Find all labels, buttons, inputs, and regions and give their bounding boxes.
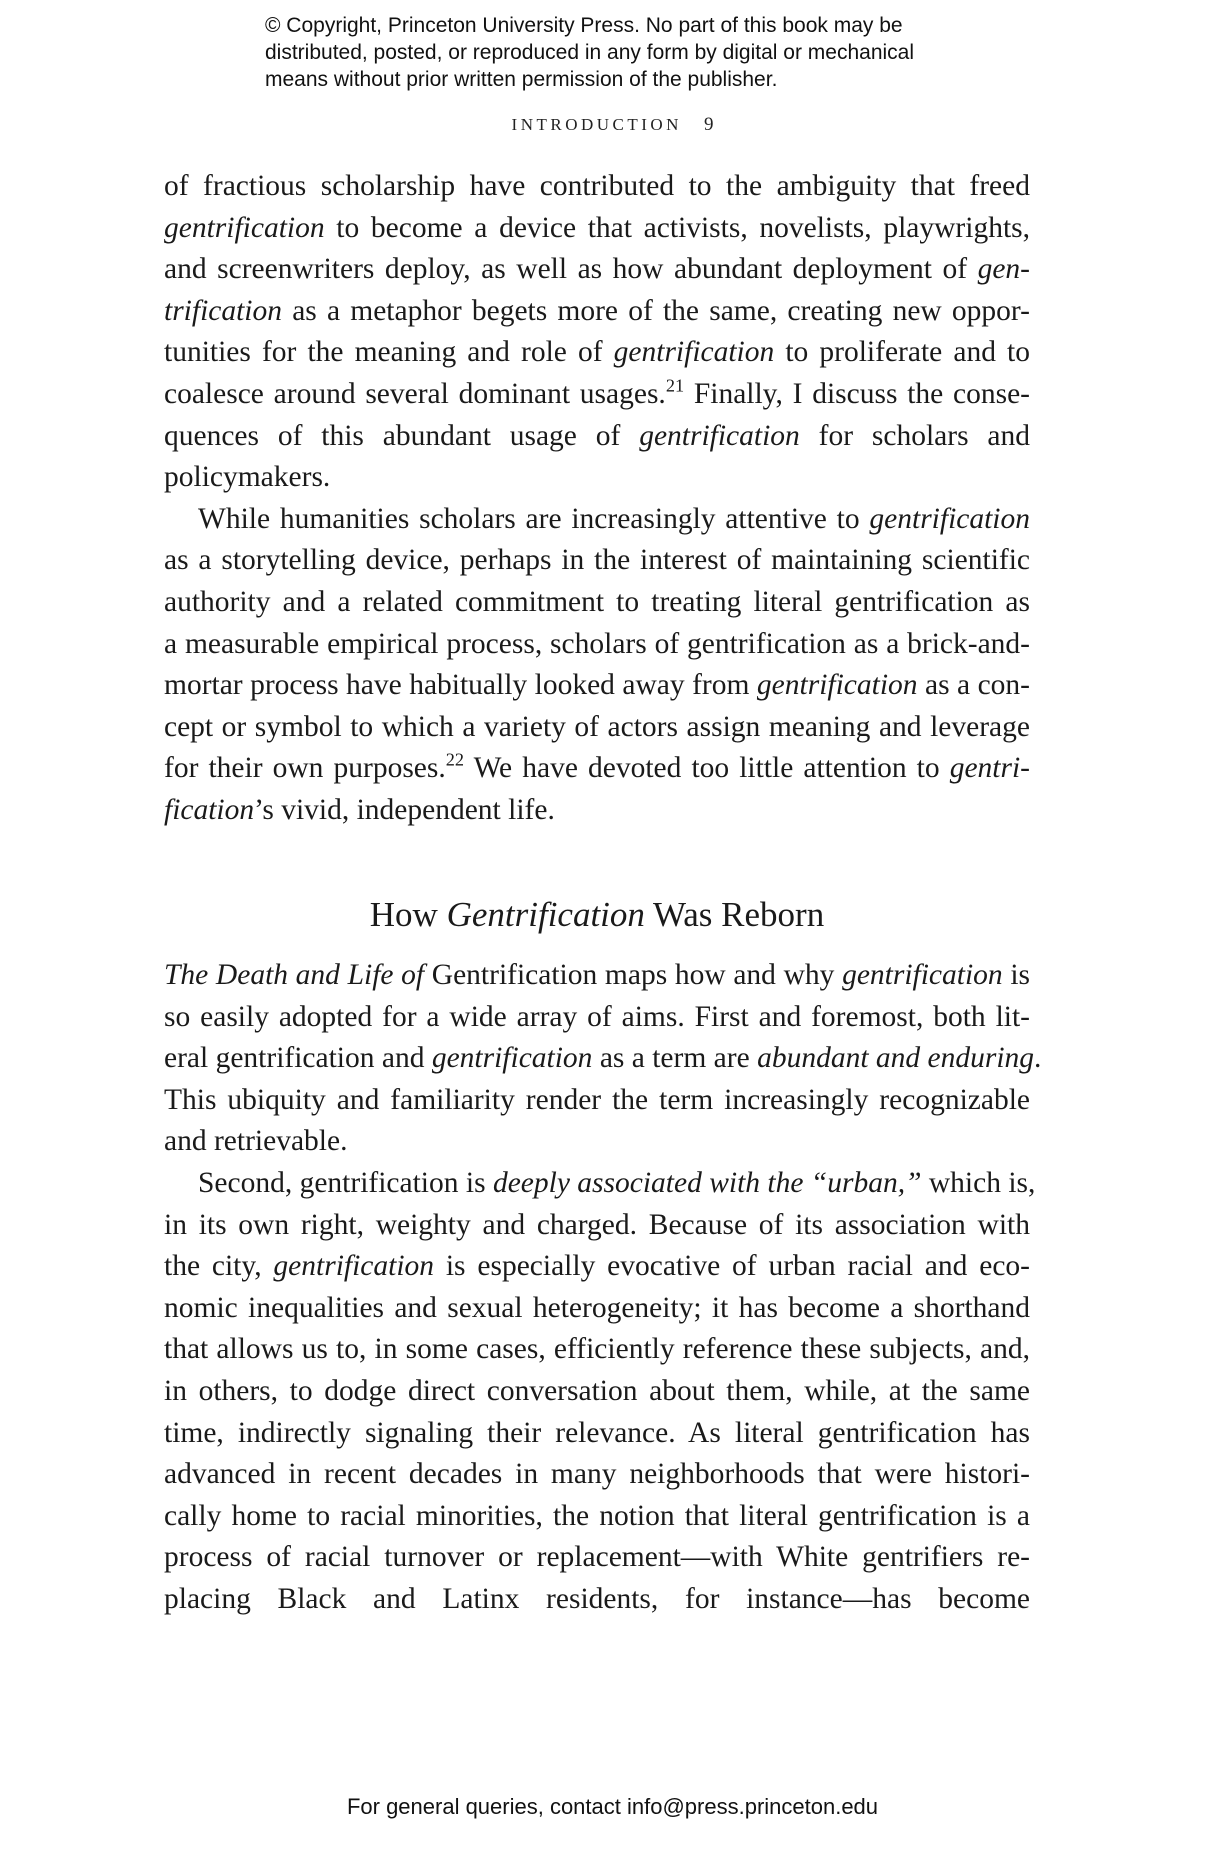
text-run: mortar process have habitually looked away from [164, 669, 757, 702]
text-run: . [1034, 1042, 1042, 1075]
paragraph [164, 166, 1030, 499]
text-line [164, 208, 1030, 250]
italic-run: gentrification [431, 1042, 593, 1075]
text-run: for scholars and [799, 419, 1030, 452]
paragraph [164, 499, 1030, 832]
text-run: placing Black and Latinx residents, for instance—has become [164, 1583, 1030, 1615]
text-run: so easily adopted for a wide array of aims. First and foremost, both lit- [164, 1000, 1030, 1033]
text-run: ’s vivid, independent life. [254, 793, 555, 826]
italic-run: gentrification [613, 336, 775, 369]
text-run: eral gentrification and [164, 1042, 432, 1075]
text-run: a measurable empirical process, scholars of gentrification as a brick-and- [164, 627, 1030, 660]
text-line [164, 1413, 1030, 1455]
text-line [164, 291, 1030, 333]
text-run: which is, [921, 1167, 1036, 1200]
text-line [164, 1329, 1030, 1371]
text-line [164, 1454, 1030, 1496]
text-line [164, 332, 1030, 374]
text-line [164, 1080, 1030, 1122]
text-run: cally home to racial minorities, the notion that literal gentrification is a [164, 1499, 1030, 1532]
text-run: to proliferate and to [774, 336, 1031, 369]
text-run: as a con- [917, 669, 1031, 702]
text-run: How [369, 894, 447, 934]
text-line [164, 582, 1030, 624]
text-line [164, 707, 1030, 749]
text-run: authority and a related commitment to treating literal gentrification as [164, 585, 1030, 618]
text-run: as a metaphor begets more of the same, creating new oppor- [282, 294, 1030, 327]
text-line [164, 748, 1030, 790]
italic-run: abundant and enduring [757, 1042, 1035, 1075]
text-run: for their own purposes. [164, 752, 446, 785]
italic-run: Gentrification [446, 894, 645, 934]
text-line [164, 790, 1030, 832]
italic-run: fication [164, 793, 255, 826]
italic-run: gentrification [273, 1250, 435, 1283]
text-run: Was Reborn [644, 894, 825, 934]
text-run: Gentrification maps how and why [424, 959, 843, 992]
text-run: coalesce around several dominant usages. [164, 377, 666, 410]
copyright-line: © Copyright, Princeton University Press. No part of this book may be [265, 14, 903, 37]
copyright-line: distributed, posted, or reproduced in any form by digital or mechanical [265, 41, 915, 64]
text-line [164, 1163, 1036, 1205]
text-run: is especially evocative of urban racial and eco- [434, 1250, 1030, 1283]
text-run: cept or symbol to which a variety of actors assign meaning and leverage [164, 710, 1030, 743]
text-run: as a term are [592, 1042, 758, 1075]
footnote-ref[interactable]: 22 [445, 749, 465, 770]
italic-run: gentrification [869, 502, 1030, 535]
text-line [164, 249, 1030, 291]
text-run: of fractious scholarship have contributed to the ambiguity that freed [164, 170, 1030, 202]
footer-text: For general queries, contact info@press.princeton.edu [346, 1794, 879, 1819]
text-run: is [1002, 959, 1031, 992]
text-run: We have devoted too little attention to [464, 752, 950, 785]
text-run: the city, [164, 1250, 274, 1283]
text-line [164, 1288, 1030, 1330]
copyright-notice [265, 12, 1025, 93]
italic-run: gentrification [639, 419, 800, 452]
italic-run: gentri- [949, 752, 1030, 785]
italic-run: gentrification [164, 211, 325, 244]
italic-run: trification [164, 294, 282, 327]
text-run: and retrievable. [164, 1125, 348, 1158]
text-run: This ubiquity and familiarity render the term increasingly recognizable [164, 1083, 1030, 1116]
text-line [164, 1371, 1030, 1413]
page-number: 9 [703, 114, 714, 135]
italic-run: gen- [977, 253, 1030, 286]
text-run: policymakers. [164, 461, 331, 494]
text-line [164, 665, 1030, 707]
text-line [164, 1496, 1030, 1538]
text-line [164, 374, 1030, 416]
text-run: in others, to dodge direct conversation about them, while, at the same [164, 1375, 1030, 1408]
text-run: process of racial turnover or replacement—with White gentrifiers re- [164, 1541, 1030, 1574]
italic-run: deeply associated with the “urban,” [492, 1167, 922, 1200]
italic-run: gentrification [756, 669, 918, 702]
text-line [164, 624, 1030, 666]
copyright-line: means without prior written permission of the publisher. [265, 68, 778, 91]
text-line [164, 1579, 1030, 1621]
section-heading [164, 894, 1030, 936]
paragraph [164, 1163, 1036, 1621]
text-line [164, 166, 1030, 208]
text-line [164, 499, 1030, 541]
text-run: as a storytelling device, perhaps in the interest of maintaining scientific [164, 544, 1030, 577]
text-line [164, 1205, 1030, 1247]
text-line [164, 1537, 1030, 1579]
text-run: quences of this abundant usage of [164, 419, 640, 452]
text-run: to become a device that activists, novelists, playwrights, [324, 211, 1030, 244]
chapter-title: INTRODUCTION [511, 115, 682, 134]
text-line [164, 997, 1030, 1039]
footnote-ref[interactable]: 21 [665, 375, 685, 396]
text-line [164, 457, 1030, 499]
running-head [0, 114, 1225, 136]
text-run: and screenwriters deploy, as well as how abundant deployment of [164, 253, 978, 286]
text-run: in its own right, weighty and charged. Because of its association with [164, 1208, 1030, 1241]
body-text [164, 166, 1042, 1621]
text-run: Finally, I discuss the conse- [684, 377, 1030, 410]
text-run: advanced in recent decades in many neighborhoods that were histori- [164, 1458, 1030, 1491]
text-line [164, 540, 1030, 582]
text-run: time, indirectly signaling their relevance. As literal gentrification has [164, 1416, 1030, 1449]
italic-run: The Death and Life of [164, 959, 425, 992]
text-run: that allows us to, in some cases, efficiently reference these subjects, and, [164, 1333, 1030, 1366]
text-run: While humanities scholars are increasingly attentive to [198, 502, 870, 535]
footer-contact [0, 1794, 1225, 1820]
text-line [164, 416, 1030, 458]
text-line [164, 1246, 1030, 1288]
italic-run: gentrification [842, 959, 1003, 992]
text-line [164, 955, 1030, 997]
text-line [164, 1121, 1030, 1163]
text-run: nomic inequalities and sexual heterogeneity; it has become a shorthand [164, 1291, 1030, 1324]
text-line [164, 1038, 1042, 1080]
text-run: tunities for the meaning and role of [164, 336, 614, 369]
text-run: Second, gentrification is [198, 1167, 493, 1200]
paragraph [164, 955, 1042, 1163]
